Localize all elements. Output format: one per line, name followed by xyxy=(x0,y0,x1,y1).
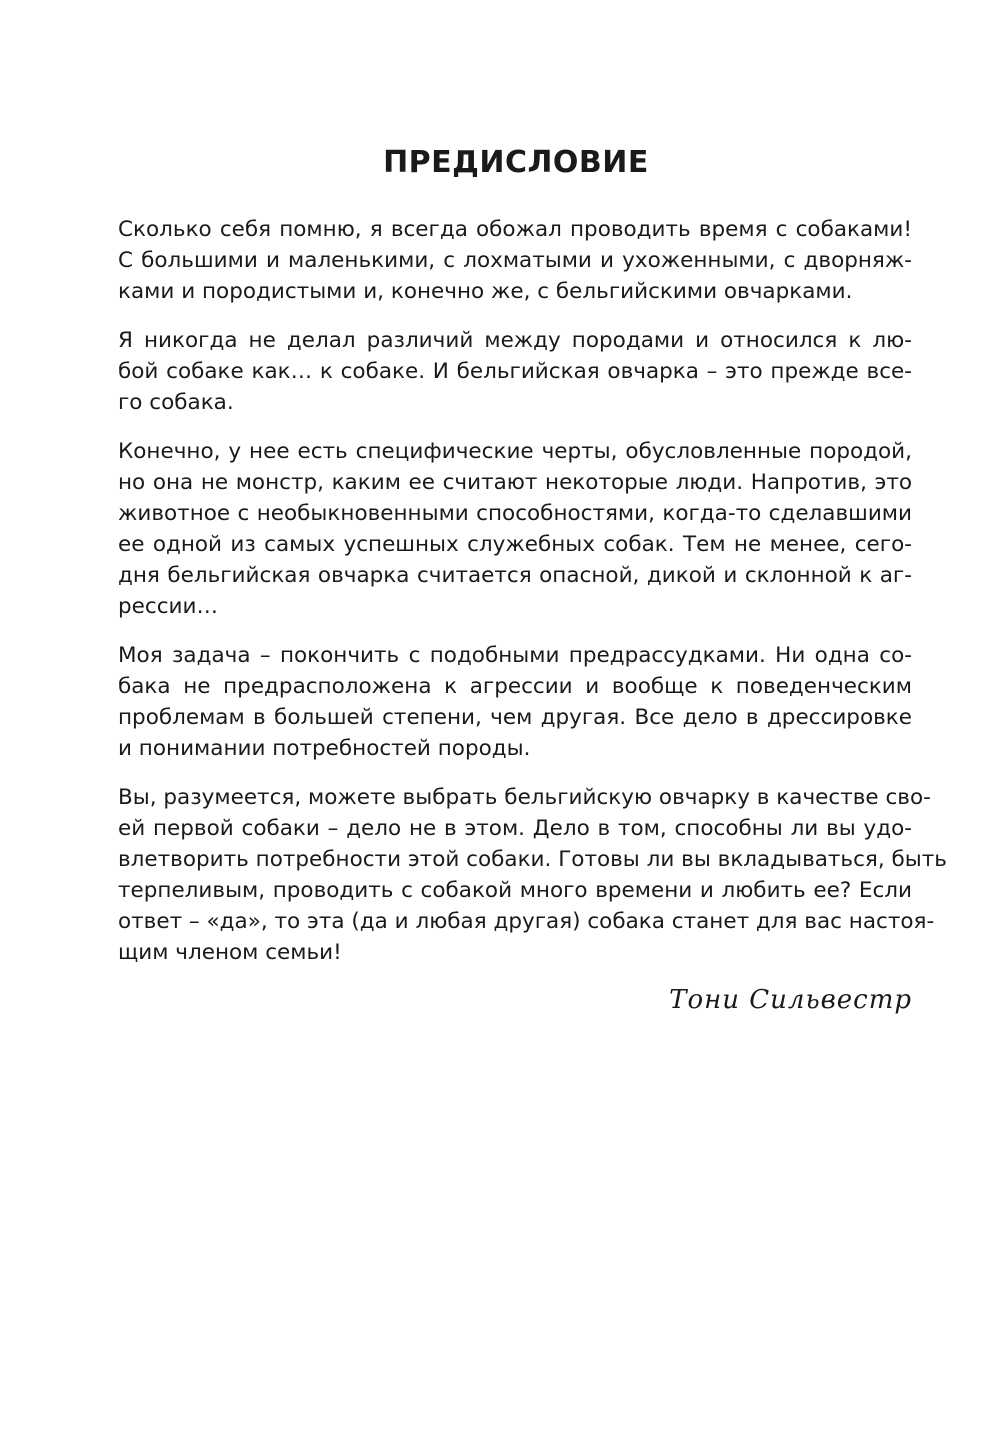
text-line: Вы, разумеется, можете выбрать бельгийскую овчарку в качестве сво- xyxy=(118,785,931,810)
text-line: проблемам в большей степени, чем другая. Все дело в дрессировке xyxy=(118,705,912,730)
text-line: Конечно, у нее есть специфические черты, обусловленные породой, xyxy=(118,439,912,464)
paragraph xyxy=(118,325,912,418)
text-line: го собака. xyxy=(118,390,234,415)
paragraph xyxy=(118,640,912,764)
body-text xyxy=(118,214,947,986)
text-line: ей первой собаки – дело не в этом. Дело в том, способны ли вы удо- xyxy=(118,816,912,841)
author-signature: Тони Сильвестр xyxy=(669,985,912,1015)
text-line: С большими и маленькими, с лохматыми и ухоженными, с дворняж- xyxy=(118,248,912,273)
paragraph xyxy=(118,436,912,622)
text-line: щим членом семьи! xyxy=(118,940,342,965)
text-line: рессии… xyxy=(118,594,218,619)
text-line: ответ – «да», то эта (да и любая другая) собака станет для вас настоя- xyxy=(118,909,935,934)
text-line: дня бельгийская овчарка считается опасной, дикой и склонной к аг- xyxy=(118,563,912,588)
text-line: Я никогда не делал различий между породами и относился к лю- xyxy=(118,328,912,353)
text-line: и понимании потребностей породы. xyxy=(118,736,531,761)
text-line: Моя задача – покончить с подобными предрассудками. Ни одна со- xyxy=(118,643,912,668)
text-line: бой собаке как… к собаке. И бельгийская овчарка – это прежде все- xyxy=(118,359,912,384)
text-line: бака не предрасположена к агрессии и вообще к поведенческим xyxy=(118,674,912,699)
paragraph xyxy=(118,782,947,968)
page-title: ПРЕДИСЛОВИЕ xyxy=(383,145,649,180)
text-line: но она не монстр, каким ее считают некоторые люди. Напротив, это xyxy=(118,470,912,495)
text-line: влетворить потребности этой собаки. Готовы ли вы вкладываться, быть xyxy=(118,847,947,872)
text-line: ками и породистыми и, конечно же, с бельгийскими овчарками. xyxy=(118,279,853,304)
text-line: ее одной из самых успешных служебных собак. Тем не менее, сего- xyxy=(118,532,912,557)
text-line: терпеливым, проводить с собакой много времени и любить ее? Если xyxy=(118,878,912,903)
text-line: Сколько себя помню, я всегда обожал проводить время с собаками! xyxy=(118,217,912,242)
text-line: животное с необыкновенными способностями, когда-то сделавшими xyxy=(118,501,912,526)
paragraph xyxy=(118,214,912,307)
